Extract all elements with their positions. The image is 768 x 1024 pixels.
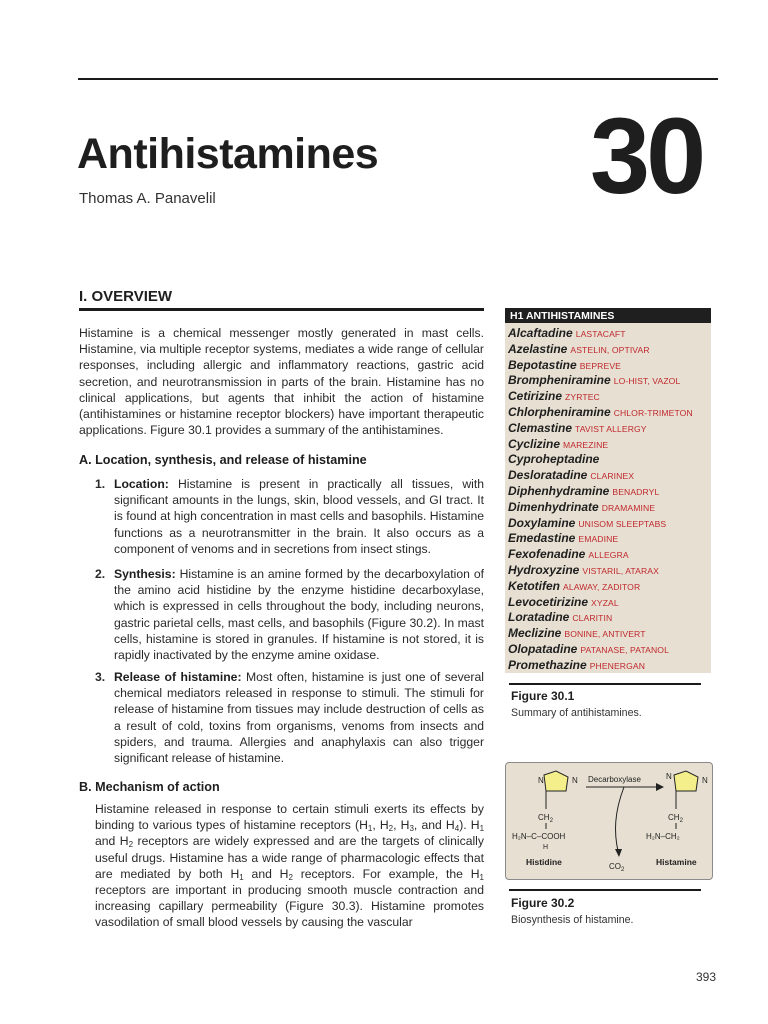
intro-paragraph (79, 325, 484, 438)
item-number: 1. (95, 477, 106, 491)
drug-row (508, 404, 711, 420)
histidine-h: H (543, 844, 549, 851)
item-text: Histamine is an amine formed by the decarboxylation of the amino acid histidine by the enzyme histidine decarboxylase, which is expressed in cells throughout the body, including neurons, gastric parietal cells, mast cells, and basophils (Figure 30.2). In mast cells, histamine is stored in granules. If histamine is not stored, it is rapidly inactivated by the enzyme amine oxidase. (114, 567, 484, 663)
drug-name: Dimenhydrinate (508, 499, 599, 514)
ring-n-label: N (538, 776, 544, 785)
section-heading: I. OVERVIEW (79, 288, 173, 305)
drug-name: Chlorpheniramine (508, 404, 611, 419)
drug-row (508, 530, 711, 546)
chapter-title: Antihistamines (77, 130, 379, 178)
item-number: 2. (95, 567, 106, 581)
ring-n-label: N (702, 776, 708, 785)
figure-rule (509, 889, 701, 891)
mechanism-text: Histamine released in response to certain stimuli exerts its effects by binding to various types of histamine receptors ($H_1$, $H_2$, $H_3$, and $H_4$). $H_1$ and $H_2$ receptors are widely expressed and are the targets of clinically useful drugs. Histamine has a wide range of pharmacologic effects that are mediated by both $H_1$ and $H_2$ receptors. For example, the $H_1$ receptors are important in producing smooth muscle contraction and increasing capillary permeability (Figure 30.3). Histamine promotes vasodilation of small blood vessels by causing the vascular (95, 802, 485, 930)
imidazole-ring-left (544, 771, 568, 791)
co2-arrow (616, 787, 624, 851)
drug-brand: TAVIST ALLERGY (575, 423, 647, 434)
drug-name: Diphenhydramine (508, 483, 610, 498)
drug-row (508, 625, 711, 641)
list-item (95, 669, 484, 766)
drug-brand: XYZAL (591, 597, 619, 608)
drug-brand: LO-HIST, VAZOL (613, 376, 681, 387)
figure-caption: Biosynthesis of histamine. (511, 914, 634, 926)
drug-brand: PATANASE, PATANOL (580, 644, 669, 655)
drug-name: Meclizine (508, 626, 562, 641)
ch2-label: $CH_2$ (668, 813, 683, 824)
drug-name: Olopatadine (508, 641, 578, 656)
ring-n-label: N (666, 772, 672, 781)
drug-brand: ALLEGRA (588, 550, 629, 561)
histamine-chain: H₂N–CH₂ (646, 832, 680, 841)
item-text: Histamine is present in practically all tissues, with significant amounts in the lungs, skin, blood vessels, and GI tract. It is found at high concentration in mast cells and basophils. Histamine functions as a neurotransmitter in the brain. It also occurs as a component of venoms and in secretions from insect stings. (114, 477, 484, 556)
drug-row (508, 325, 711, 341)
drug-row (508, 420, 711, 436)
figure-title: Figure 30.1 (511, 689, 575, 703)
drug-name: Bepotastine (508, 357, 577, 372)
chapter-number: 30 (590, 95, 703, 216)
drug-row (508, 451, 711, 467)
subsection-a-heading: A. Location, synthesis, and release of histamine (79, 453, 367, 467)
drug-row (508, 388, 711, 404)
drug-brand: MAREZINE (563, 439, 609, 450)
drug-name: Promethazine (508, 657, 587, 672)
drug-brand: EMADINE (578, 534, 619, 545)
item-label: Location: (114, 477, 169, 491)
drug-row (508, 467, 711, 483)
ring-n-label: N (572, 776, 578, 785)
top-rule (78, 78, 718, 80)
item-text: Most often, histamine is just one of several chemical mediators released in response to stimuli. The stimuli for release of histamine from tissues may include destruction of cells as a result of cold, toxins from organisms, venoms from insects and spiders, and trauma. Allergies and anaphylaxis can also trigger significant release of histamine. (114, 670, 484, 766)
arrowhead (615, 849, 622, 857)
drug-name: Fexofenadine (508, 547, 586, 562)
drug-name: Cyproheptadine (508, 452, 600, 467)
drug-name: Emedastine (508, 531, 576, 546)
drug-brand: PHENERGAN (589, 660, 646, 671)
drug-brand: DRAMAMINE (601, 502, 656, 513)
drug-list (505, 323, 711, 673)
mechanism-paragraph (95, 801, 484, 931)
list-item (95, 476, 484, 557)
drug-row (508, 436, 711, 452)
drug-row (508, 515, 711, 531)
histamine-biosynthesis-figure (505, 762, 713, 880)
drug-brand: BONINE, ANTIVERT (564, 629, 646, 640)
imidazole-ring-right (674, 771, 698, 791)
biosynthesis-diagram (506, 763, 712, 879)
drug-row (508, 609, 711, 625)
histidine-chain: H₂N–C–COOH (512, 832, 566, 841)
histamine-label: Histamine (656, 857, 697, 867)
drug-brand: LASTACAFT (575, 329, 626, 339)
drug-name: Cetirizine (508, 389, 563, 404)
drug-row (508, 578, 711, 594)
ch2-label: $CH_2$ (538, 813, 553, 824)
drug-row (508, 641, 711, 657)
drug-row (508, 594, 711, 610)
section-rule (79, 308, 484, 311)
drug-brand: CLARITIN (572, 613, 613, 624)
drug-name: Ketotifen (508, 578, 560, 593)
h1-antihistamines-box (505, 308, 711, 673)
drug-row (508, 562, 711, 578)
drug-row (508, 546, 711, 562)
drug-brand: CHLOR-TRIMETON (613, 407, 693, 418)
drug-name: Loratadine (508, 610, 570, 625)
subsection-b-heading: B. Mechanism of action (79, 780, 220, 794)
figure-title: Figure 30.2 (511, 896, 575, 910)
drug-row (508, 341, 711, 357)
figure-caption: Summary of antihistamines. (511, 707, 642, 719)
histidine-label: Histidine (526, 857, 562, 867)
drug-box-heading: H1 ANTIHISTAMINES (505, 308, 711, 323)
item-label: Synthesis: (114, 567, 176, 581)
item-number: 3. (95, 670, 106, 684)
list-item (95, 566, 484, 663)
drug-row (508, 499, 711, 515)
drug-row (508, 357, 711, 373)
drug-brand: CLARINEX (590, 471, 635, 482)
co2-label: $CO_2$ (609, 862, 625, 873)
drug-name: Alcaftadine (508, 326, 573, 340)
drug-name: Brompheniramine (508, 373, 611, 388)
figure-rule (509, 683, 701, 685)
arrowhead (656, 783, 664, 791)
drug-brand: ALAWAY, ZADITOR (563, 581, 641, 592)
enzyme-label: Decarboxylase (588, 775, 641, 784)
drug-name: Doxylamine (508, 515, 576, 530)
drug-row (508, 372, 711, 388)
drug-brand: BEPREVE (579, 360, 621, 371)
drug-name: Desloratadine (508, 468, 588, 483)
drug-brand: ZYRTEC (565, 392, 600, 403)
drug-name: Azelastine (508, 341, 568, 356)
drug-name: Clemastine (508, 420, 573, 435)
item-label: Release of histamine: (114, 670, 242, 684)
drug-row (508, 483, 711, 499)
intro-text: Histamine is a chemical messenger mostly generated in mast cells. Histamine, via multiple receptor systems, mediates a wide range of cellular responses, including allergic and inflammatory reactions, gastric acid secretion, and neurotransmission in parts of the brain. Histamine has no clinical applications, but agents that inhibit the action of histamine (antihistamines or histamine receptor blockers) have important therapeutic applications. Figure 30.1 provides a summary of the antihistamines. (79, 326, 484, 438)
chapter-author: Thomas A. Panavelil (79, 190, 216, 207)
drug-name: Levocetirizine (508, 594, 589, 609)
drug-brand: ASTELIN, OPTIVAR (570, 344, 650, 355)
drug-brand: UNISOM SLEEPTABS (578, 518, 667, 529)
drug-row (508, 657, 711, 673)
drug-name: Hydroxyzine (508, 562, 580, 577)
page-number: 393 (696, 970, 717, 984)
drug-brand: BENADRYL (612, 486, 660, 497)
drug-name: Cyclizine (508, 436, 561, 451)
drug-brand: VISTARIL, ATARAX (582, 565, 659, 576)
